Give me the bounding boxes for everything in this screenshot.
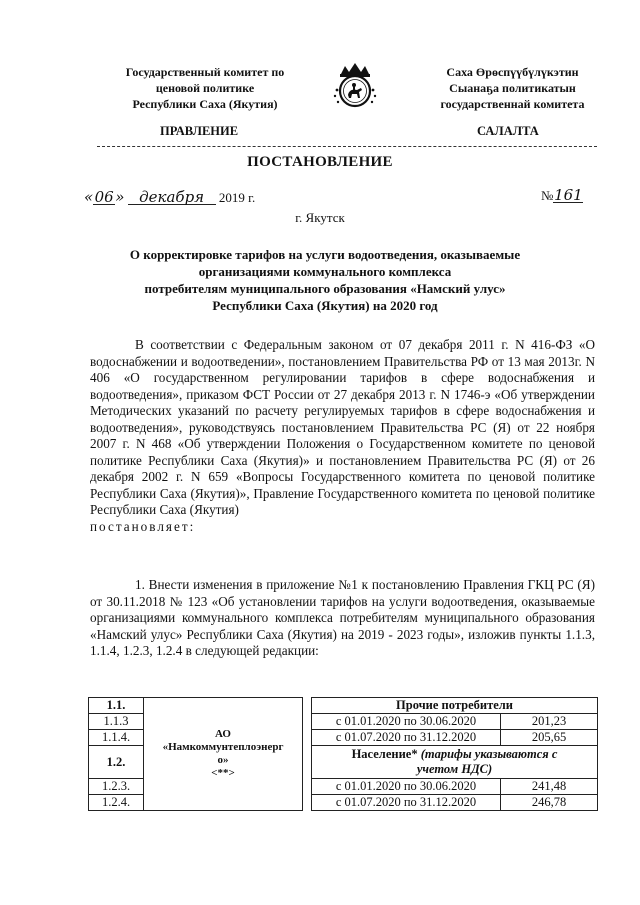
issuer-line: ценовой политике [155,81,255,95]
item-1-text: 1. Внести изменения в приложение №1 к постановлению Правления ГКЦ РС (Я) от 30.11.2018 № 123 «Об установлении тарифов на услуги водоотведения, оказываемые организациями коммунального комплекса потребителям муниципального образования «Намский улус» Республики Саха (Якутия) на 2019 - 2023 годы», изложив пункты 1.1.3, 1.1.4, 1.2.3, 1.2.4 в следующей редакции: [90,577,595,658]
tariff-value: 246,78 [501,795,598,811]
date-close-quote: » [115,188,125,206]
row-number: 1.1.3 [89,714,144,730]
period-cell: с 01.07.2020 по 31.12.2020 [312,730,501,746]
document-date [84,188,255,206]
org-line: АО [215,728,231,740]
issuer-line: Сыанаҕа политикатын [449,81,576,95]
group-header-label: Население* [351,747,418,761]
row-number: 1.1. [89,698,144,714]
row-number: 1.2.3. [89,779,144,795]
tariff-table [88,697,598,811]
number-value: 161 [554,186,583,204]
department-russian: ПРАВЛЕНИЕ [160,124,239,138]
date-day: 06 [94,188,114,206]
org-line: «Намкоммунтеплоэнерг [162,741,284,753]
tariff-value: 201,23 [501,714,598,730]
number-label: № [541,188,554,203]
issuer-line: Республики Саха (Якутия) [132,97,278,111]
title-line: организациями коммунального комплекса [198,264,452,279]
document-number [541,188,583,204]
tariff-value: 205,65 [501,730,598,746]
organization-cell [144,698,303,811]
issuer-line: Государственный комитет по [125,65,285,79]
org-line: о» [217,754,229,766]
date-year: 2019 г. [218,190,256,205]
period-cell: с 01.01.2020 по 30.06.2020 [312,714,501,730]
title-line: Республики Саха (Якутия) на 2020 год [212,298,438,313]
preamble [90,337,595,535]
document-title [90,246,560,314]
resolution-verb: постановляет: [90,518,196,534]
coat-of-arms-emblem [331,60,379,112]
row-number: 1.2. [89,746,144,779]
tariff-value: 241,48 [501,779,598,795]
resolution-item-1 [90,577,595,660]
group-header-note: учетом НДС) [416,762,493,776]
document-city: г. Якутск [295,210,345,225]
issuer-name-russian [100,64,310,112]
period-cell: с 01.01.2020 по 30.06.2020 [312,779,501,795]
row-number: 1.2.4. [89,795,144,811]
department-sakha: САЛАЛТА [477,124,539,138]
table-row [89,698,598,714]
issuer-line: Саха Өрөспүүбүлүкэтин [446,65,579,79]
date-month: декабря [128,190,216,205]
group-header [312,746,598,779]
date-open-quote: « [84,188,94,206]
document-type-heading: ПОСТАНОВЛЕНИЕ [247,154,393,170]
header-separator [97,146,597,147]
period-cell: с 01.07.2020 по 31.12.2020 [312,795,501,811]
emblem-icon [331,60,379,112]
group-header: Прочие потребители [312,698,598,714]
issuer-line: государственнай комитета [440,97,585,111]
issuer-name-sakha [415,64,610,112]
preamble-text: В соответствии с Федеральным законом от 07 декабря 2011 г. N 416-ФЗ «О водоснабжении и водоотведении», постановлением Правительства РФ от 13 мая 2013г. N 406 «О государственном регулировании тарифов в сфере водоснабжения и водоотведения», приказом ФСТ России от 27 декабря 2013 г. N 1746-э «Об утверждении Методических указаний по расчету регулируемых тарифов в сфере водоснабжения и водоотведения», руководствуясь постановлением Правительства РС (Я) от 22 ноября 2007 г. N 468 «Об утверждении Положения о Государственном комитете по ценовой политике Республики Саха (Якутия)» и постановлением Правительства РС (Я) от 26 декабря 2002 г. N 659 «Вопросы Государственного комитета по ценовой политике Республики Саха (Якутия)», Правление Государственного комитета по ценовой политике Республики Саха (Якутия) [90,337,595,517]
group-header-note: (тарифы указываются с [420,747,558,761]
row-number: 1.1.4. [89,730,144,746]
table-gap [303,698,312,811]
title-line: потребителям муниципального образования «Намский улус» [144,281,506,296]
title-line: О корректировке тарифов на услуги водоотведения, оказываемые [129,247,521,262]
org-line: <**> [211,767,235,779]
